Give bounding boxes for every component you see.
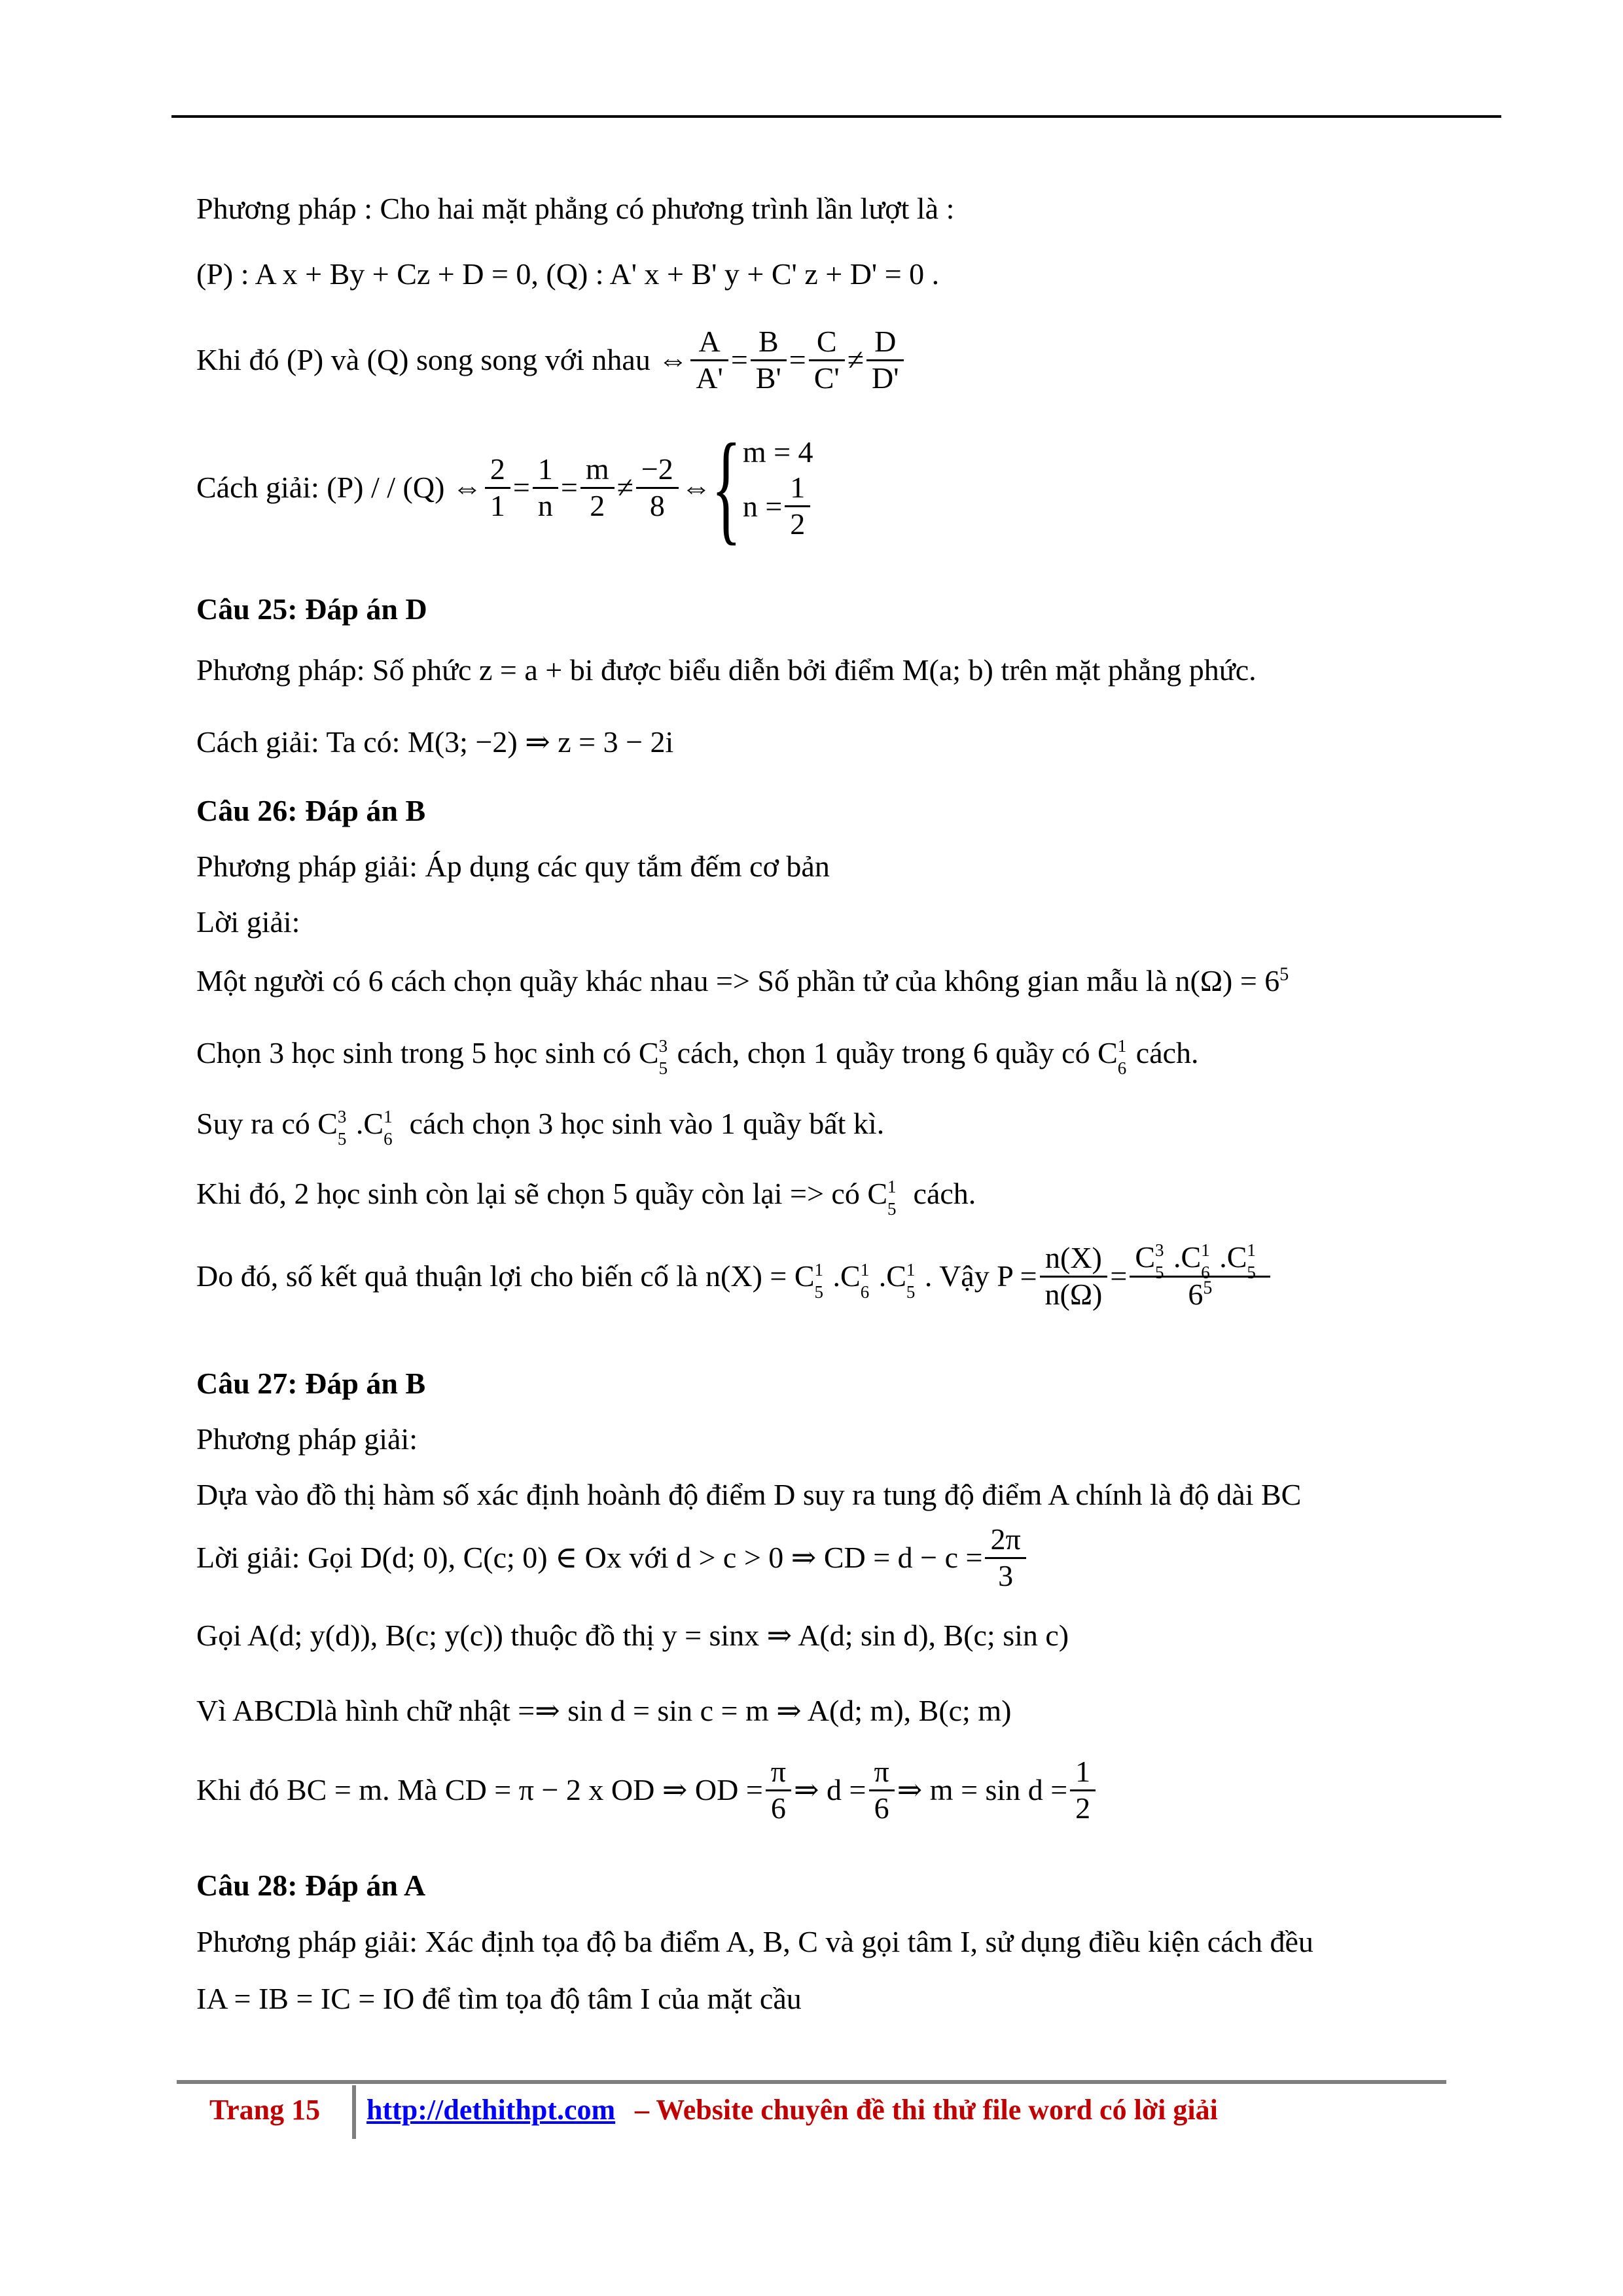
q26-step-5: Do đó, số kết quả thuận lợi cho biến cố là n(X) = C 1 5 .C 1 6 .C 1 5 . Vậy P = $\frac{n(X)}{n(\Omega)}$ = C 3 5 .C 1 6 .C 1 5 $6^5$ (196, 1237, 1273, 1316)
question-26-heading: Câu 26: Đáp án B (196, 794, 426, 827)
fraction-d: $\frac{D}{D'}$ (866, 325, 904, 396)
q26-step-1: Một người có 6 cách chọn quầy khác nhau => Số phần tử của không gian mẫu là $n(\Omega) = 6^5$ (196, 964, 1289, 997)
probability-value: C 3 5 .C 1 6 .C 1 5 $6^5$ (1130, 1240, 1270, 1312)
q27-step-3: Gọi A(d; y(d)), B(c; y(c)) thuộc đồ thị y = sinx ⇒ A(d; sin d), B(c; sin c) (196, 1619, 1069, 1652)
plane-equations: (P) : A x + By + Cz + D = 0, (Q) : A' x + B' y + C' z + D' = 0 . (196, 257, 940, 291)
question-25-heading: Câu 25: Đáp án D (196, 592, 427, 626)
website-tagline: – Website chuyên đề thi thử file word có lời giải (635, 2094, 1218, 2126)
footer-divider (352, 2085, 356, 2139)
q28-condition: IA = IB = IC = IO để tìm tọa độ tâm I của mặt cầu (196, 1982, 802, 2015)
solution-parallel: Cách giải: (P) / / (Q) ⇔ $\frac{2}{1}$ = $\frac{1}{n}$ = $\frac{m}{2}$ ≠ $\frac{-2}{8}$ ⇔ { m = 4 n = $\frac{1}{2}$ (196, 419, 813, 556)
header-rule (171, 115, 1501, 118)
q26-method: Phương pháp giải: Áp dụng các quy tắm đếm cơ bản (196, 850, 830, 883)
probability-fraction: $\frac{n(X)}{n(\Omega)}$ (1040, 1241, 1108, 1312)
two-pi-over-three: $\frac{2\pi}{3}$ (985, 1522, 1026, 1594)
solution-label: Cách giải: (P) / / (Q) ⇔ (196, 471, 482, 505)
equation-system: m = 4 n = $\frac{1}{2}$ (742, 435, 813, 541)
ratio-2: $\frac{1}{n}$ (533, 452, 558, 524)
fraction-a: $\frac{A}{A'}$ (690, 325, 728, 396)
parallel-condition-text: Khi đó (P) và (Q) song song với nhau ⇔ (196, 343, 688, 377)
q25-method: Phương pháp: Số phức z = a + bi được biểu diễn bởi điểm M(a; b) trên mặt phẳng phức. (196, 653, 1257, 687)
q27-step-4: Vì ABCDlà hình chữ nhật =⇒ sin d = sin c = m ⇒ A(d; m), B(c; m) (196, 1694, 1012, 1727)
q27-step-5: Khi đó BC = m. Mà CD = π − 2 x OD ⇒ OD = $\frac{\pi}{6}$ ⇒ d = $\frac{\pi}{6}$ ⇒ m = sin d = $\frac{1}{2}$ (196, 1751, 1098, 1829)
ratio-1: $\frac{2}{1}$ (485, 452, 510, 524)
method-intro: Phương pháp : Cho hai mặt phẳng có phương trình lần lượt là : (196, 192, 955, 225)
q26-step-4: Khi đó, 2 học sinh còn lại sẽ chọn 5 quầy còn lại => có C 1 5 cách. (196, 1177, 976, 1219)
fraction-b: $\frac{B}{B'}$ (751, 325, 787, 396)
page-number: Trang 15 (209, 2094, 321, 2126)
q26-step-2: Chọn 3 học sinh trong 5 học sinh có C 3 5 cách, chọn 1 quầy trong 6 quầy có C 1 6 cách. (196, 1036, 1199, 1079)
ratio-4: $\frac{-2}{8}$ (636, 452, 679, 524)
system-brace: { (711, 419, 741, 556)
footer-rule (177, 2080, 1446, 2084)
q27-step-1: Dựa vào đồ thị hàm số xác định hoành độ điểm D suy ra tung độ điểm A chính là độ dài BC (196, 1478, 1302, 1511)
q25-solution: Cách giải: Ta có: M(3; −2) ⇒ z = 3 − 2i (196, 725, 674, 759)
fraction-c: $\frac{C}{C'}$ (809, 325, 845, 396)
q27-method: Phương pháp giải: (196, 1422, 418, 1456)
website-link[interactable]: http://dethithpt.com (366, 2094, 616, 2126)
question-27-heading: Câu 27: Đáp án B (196, 1367, 426, 1400)
parallel-condition: Khi đó (P) và (Q) song song với nhau ⇔ $\frac{A}{A'}$ = $\frac{B}{B'}$ = $\frac{C}{C'}$ ≠ $\frac{D}{D'}$ (196, 321, 906, 399)
question-28-heading: Câu 28: Đáp án A (196, 1869, 426, 1902)
q26-step-3: Suy ra có C 3 5 .C 1 6 cách chọn 3 học sinh vào 1 quầy bất kì. (196, 1107, 885, 1149)
ratio-3: $\frac{m}{2}$ (580, 452, 615, 524)
q27-step-2: Lời giải: Gọi D(d; 0), C(c; 0) ∈ Ox với d > c > 0 ⇒ CD = d − c = $\frac{2\pi}{3}$ (196, 1518, 1029, 1597)
q26-solution-label: Lời giải: (196, 905, 300, 939)
q28-method: Phương pháp giải: Xác định tọa độ ba điểm A, B, C và gọi tâm I, sử dụng điều kiện cách đều (196, 1925, 1313, 1958)
